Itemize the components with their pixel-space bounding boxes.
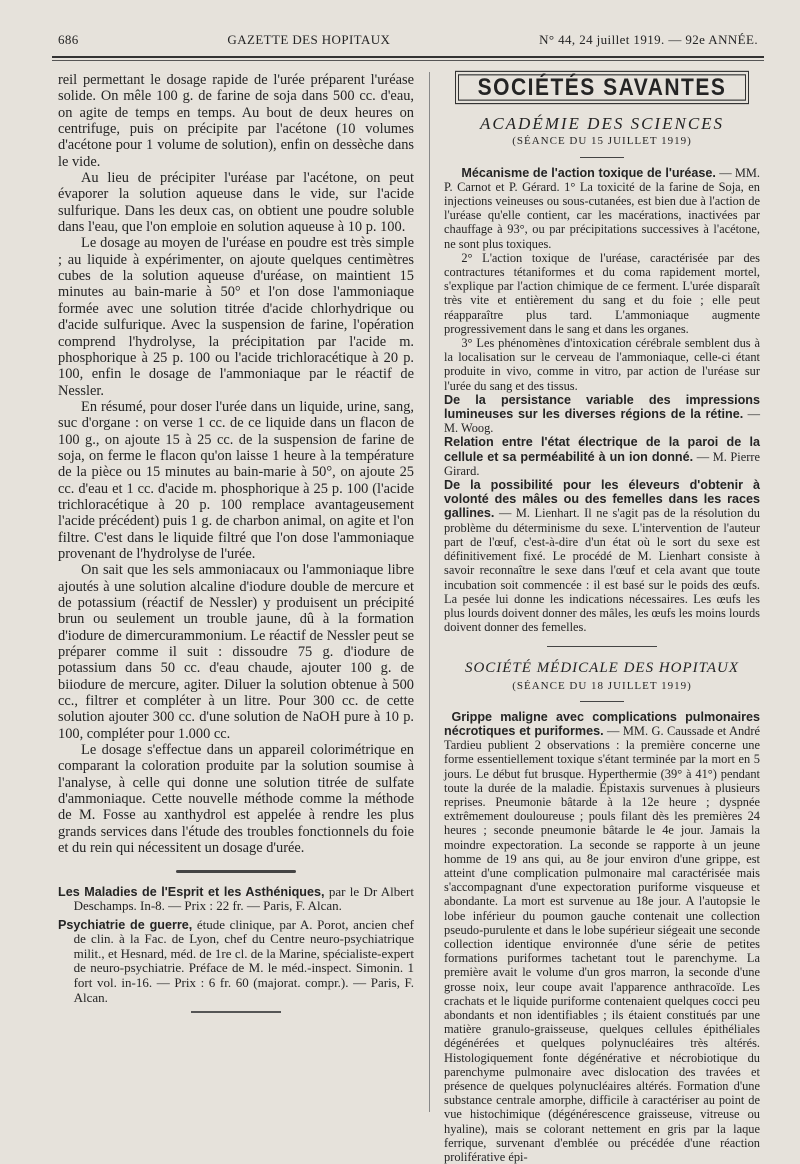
report-heading: De la possibilité pour les éleveurs d'obtenir à volonté des mâles ou des femelles dans les races gallines. [444,478,760,521]
book-notices [58,885,414,1006]
report-heading: Mécanisme de l'action toxique de l'uréase. [461,165,716,180]
report-item [444,336,760,393]
section-rule [547,646,657,647]
right-column [444,72,760,1164]
book-details: étude clinique, par A. Porot, ancien chef de clin. à la Fac. de Lyon, chef du Centre neuro-psychiatrique milit., et Hesnard, méd. de 1re cl. de la Marine, spécialiste-expert de neuro-psychiatrie. Préface de M. le méd.-inspect. Simonin. 1 fort vol. in-16. — Prix : 6 fr. 60 (majorat. compr.). — Paris, F. Alcan. [73,916,414,1005]
report-text: — MM. P. Carnot et P. Gérard. 1° La toxicité de la farine de Soja, en injections veineuses ou sous-cutanées, est bien due à l'action de l'uréase qu'elle contient, car les macérations, inactivées par chauffage à 93°, ou par précipitations successives à l'acétone, ne sont plus toxiques. [444,165,760,251]
academie-date: (SÉANCE DU 15 JUILLET 1919) [512,135,692,148]
societe-date: (SÉANCE DU 18 JUILLET 1919) [512,679,692,692]
paragraph: Au lieu de précipiter l'uréase par l'acétone, on peut évaporer la solution aqueuse dans le vide, sur l'acide sulfurique. Dans les deux cas, on obtient une poudre soluble dans l'eau, que l'on emploie en solution aqueuse à 10 p. 100. [58,170,414,236]
report-text: 2° L'action toxique de l'uréase, caractérisée par des contractures tétaniformes et du coma rapidement mortel, s'explique par l'action chimique de ce ferment. L'urée disparaît très vite et entièrement du sang et du foie ; elle peut réapparaître plus tard. L'ammoniaque augmente progressivement dans le sang et dans les organes. [444,250,760,336]
paragraph: Le dosage s'effectue dans un appareil colorimétrique en comparant la coloration produite par la solution soumise à l'analyse, à celle qui donne une solution titrée de sulfate d'ammoniaque. Cette nouvelle méthode comme la méthode de M. Fosse au xanthydrol est appelée à rendre les plus grands services dans l'étude des troubles fonctionnels du foie et du rein qui nécessitent un dosage d'urée. [58,742,414,857]
short-rule [580,157,624,158]
ornament-separator [58,865,414,879]
report-text: 3° Les phénomènes d'intoxication cérébrale semblent dus à la localisation sur le cerveau de l'ammoniaque, celle-ci étant produite in vivo, comme in vitro, par action de l'uréase sur l'urée du sang et des tissus. [444,336,760,393]
paragraph: reil permettant le dosage rapide de l'urée préparent l'uréase solide. On mêle 100 g. de farine de soja dans 500 cc. d'eau, on agite de temps en temps. Au bout de deux heures on centrifuge, puis on précipite par l'acétone (10 volumes d'acétone pour 1 volume de solution), enfin on dessèche dans le vide. [58,72,414,170]
ornament-separator [191,1011,281,1013]
report-item [444,478,760,634]
column-divider [429,72,430,1112]
report-heading: Relation entre l'état électrique de la paroi de la cellule et sa perméabilité à un ion donné. [444,435,760,464]
left-column [58,72,414,1019]
book-title: Les Maladies de l'Esprit et les Asthéniques, [58,884,325,899]
header-rule [52,56,764,58]
report-item [444,435,760,478]
report-text: — MM. G. Caussade et André Tardieu publient 2 observations : la première concerne une forme essentiellement toxique s'étant terminée par la mort en 5 jours. Le début fut brusque. Hyperthermie (39° à 41°) pendant toute la durée de la maladie. Épistaxis survenues à plusieurs reprises. Pneumonie bâtarde à la 12e heure ; dyspnée extrêmement douloureuse ; pouls filant dès les premières 24 heures ; seconde pneumonie bâtarde le 4e jour. Jamais la moindre expectoration. La seconde se rapporte à un jeune homme de 19 ans qui, au 8e jour environ d'une grippe, est atteint d'une complication pulmonaire mal caractérisée mais s'accompagnant d'une expectoration puriforme visqueuse et abondante. La mort est survenue au 18e jour. A l'autopsie le lobe inférieur du poumon gauche contenait une collection pseudo-purulente et dans le lobe supérieur siégeait une seconde collection identique environnée d'une série de petites formations puriformes tachetant tout le parenchyme. La première avait le volume d'un gros marron, la seconde d'une grosse noix, leur coupe avait l'apparence anthracoïde. Les crachats et le liquide puriforme contenaient quelques cocci peu abondants et non identifiables ; ils étaient constitués par une matière granulo-graisseuse, quelques cellules épithéliales dégénérées et quelques polynucléaires très altérés. Histologiquement fonte dégénérative et nécrobiotique du parenchyme pulmonaire avec dislocation des travées et présence de quelques polynucléaires altérés. Formation d'une substance centrale amorphe, difficile à caractériser au point de vue histochimique (dégénérescence graisseuse, vitreuse ou hyaline), mais se colorant nettement en gris par la laque ferrique, survenant d'emblée ou précédée d'une réaction proliférative épi- [444,723,760,1164]
report-text: — M. Pierre Girard. [444,449,760,478]
book-notice [58,885,414,914]
report-item [444,251,760,336]
paragraph: Le dosage au moyen de l'uréase en poudre est très simple ; au liquide à expérimenter, on ajoute quelques centimètres cubes de la solution aqueuse d'uréase, on maintient 15 minutes au bain-marie à 50° et l'on dose l'ammoniaque formée avec une solution titrée d'acide chlorhydrique ou d'acide sulfurique. Avec la suspension de farine, l'opération comprend l'hydrolyse, la précipitation par l'acide m. phosphorique à 25 p. 100 ou l'acide trichloracétique à 20 p. 100, enfin le dosage de l'ammoniaque par le réactif de Nessler. [58,235,414,399]
page-number: 686 [58,32,79,47]
issue-info: N° 44, 24 juillet 1919. — 92e ANNÉE. [539,32,758,47]
report-item [444,710,760,1164]
report-heading: Grippe maligne avec complications pulmonaires nécrotiques et puriformes. [444,709,760,738]
book-notice [58,918,414,1006]
report-text: — M. Lienhart. Il ne s'agit pas de la résolution du problème du déterminisme du sexe. L'intervention de l'auteur part de l'œuf, c'est-à-dire d'un état où le sort du sexe est définitivement fixé. Le procédé de M. Lienhart consiste à savoir reconnaître le sexe dans l'œuf et cela avant que toute incubation soit commencée : il est basé sur le poids des œufs. La pesée lui donne les indications nécessaires. Les œufs les plus lourds doivent donner des mâles, les œufs les moins lourds doivent donner des femelles. [444,506,760,635]
book-title: Psychiatrie de guerre, [58,917,193,932]
report-item [444,393,760,436]
paragraph: On sait que les sels ammoniacaux ou l'ammoniaque libre ajoutés à une solution alcaline d'iodure double de mercure et de potassium (réactif de Nessler) y produisent un précipité brun ou seulement un trouble jaune, dû à la formation d'iodure de dimercurammonium. Le réactif de Nessler peut se préparer comme il suit : dissoudre 75 g. d'iodure de potassium dans 50 cc. d'eau chaude, ajouter 100 g. de biiodure de mercure, agiter. Diluer la solution obtenue à 500 cc., filtrer et compléter à un litre. Pour 300 cc. de cette solution ajouter 300 cc. d'une solution de NaOH pure à 10 p. 100, compléter pour 1.000 cc. [58,562,414,742]
report-text: — M. Woog. [444,407,760,436]
academie-title: ACADÉMIE DES SCIENCES [479,114,725,134]
report-heading: De la persistance variable des impressions lumineuses sur les diverses régions de la rétine. [444,392,760,422]
journal-title: GAZETTE DES HOPITAUX [227,32,391,47]
header-rule-thin [52,60,764,61]
paragraph: En résumé, pour doser l'urée dans un liquide, urine, sang, suc d'organe : on verse 1 cc. de ce liquide dans un flacon de 100 g., on ajoute 15 à 25 cc. de la suspension de farine de soja, on ferme le flacon qu'on laisse 1 heure à la température de la pièce ou 15 minutes au bain-marie à 50°, on ajoute 25 cc. d'eau et 1 cc. d'acide m. phosphorique à 25 p. 100 (l'acide trichloracétique à 20 p. 100 remplace avantageusement l'acide précédent) puis 1 g. de charbon animal, on agite et l'on filtre. C'est dans le liquide filtré que l'on dose l'ammoniaque provenant de l'hydrolyse de l'urée. [58,398,414,562]
societe-title: SOCIÉTÉ MÉDICALE DES HOPITAUX [464,660,740,677]
report-item [444,166,760,251]
book-details: par le Dr Albert Deschamps. In-8. — Prix : 22 fr. — Paris, F. Alcan. [73,883,414,914]
page-header [58,30,758,50]
short-rule [580,701,624,702]
section-banner: SOCIÉTÉS SAVANTES [458,74,746,101]
